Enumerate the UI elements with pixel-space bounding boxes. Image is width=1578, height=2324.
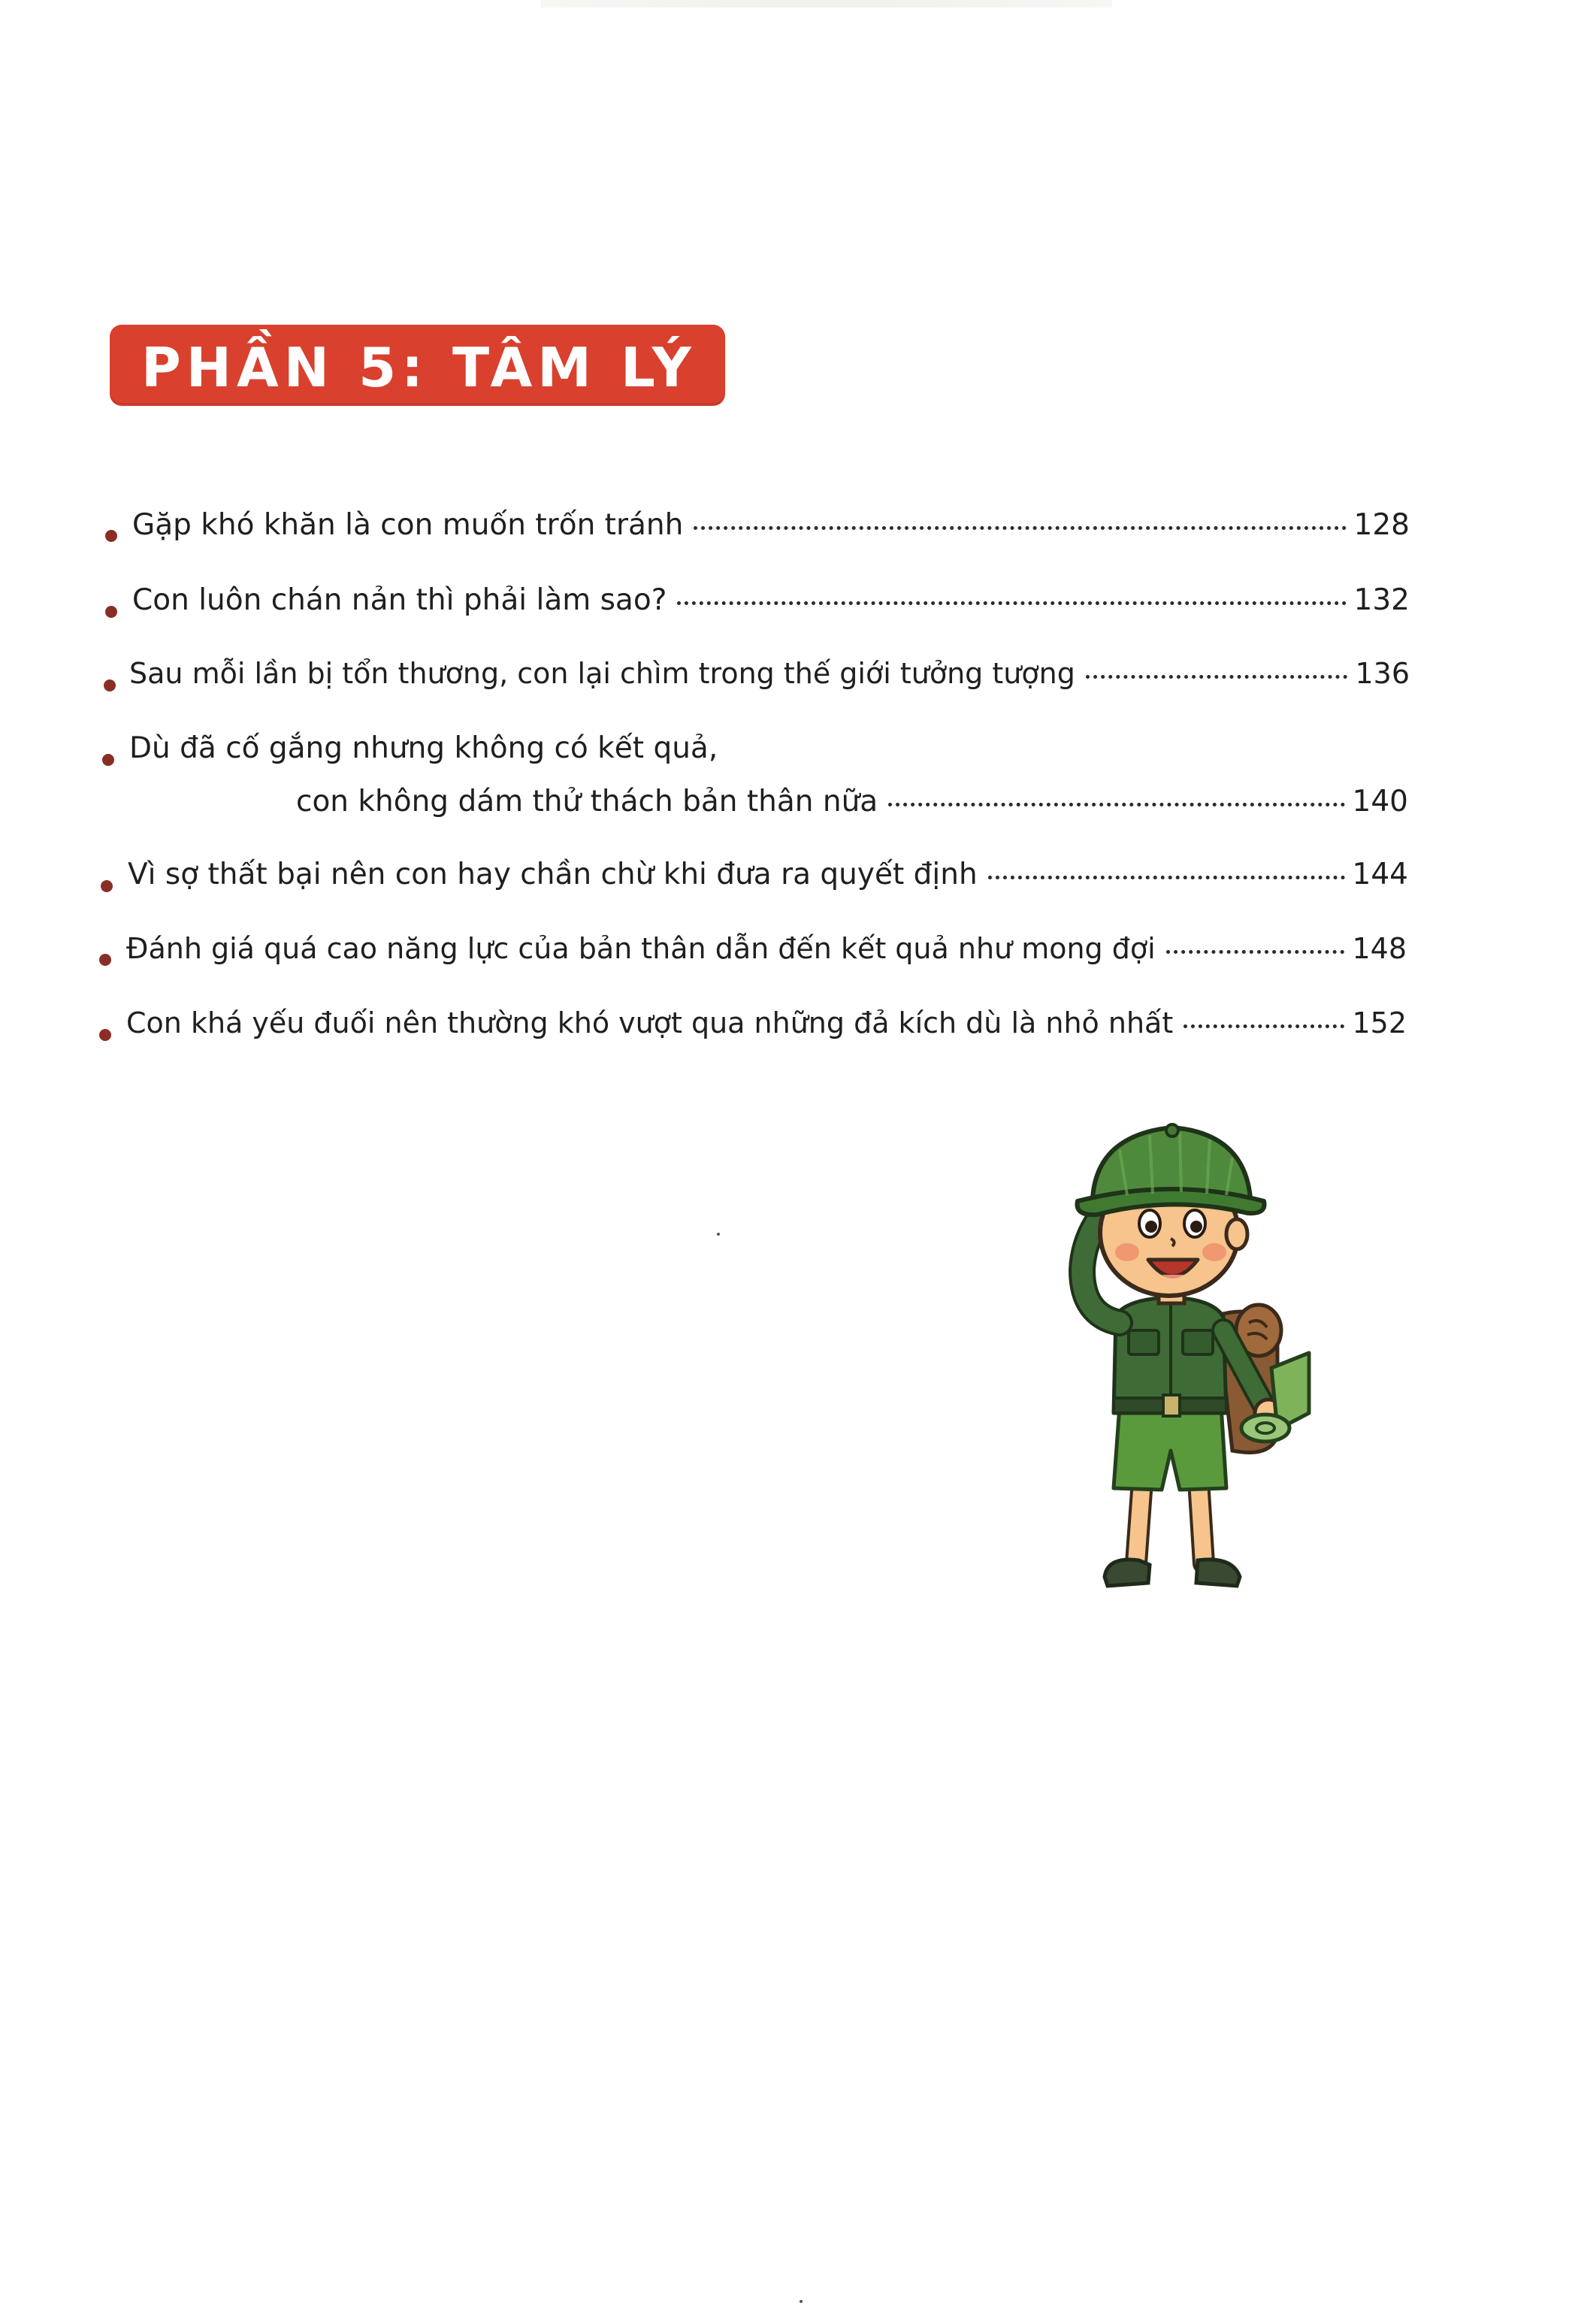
toc-entry[interactable] <box>128 858 1408 891</box>
dot-leader <box>1184 1024 1344 1028</box>
dot-bullet-icon <box>105 606 117 618</box>
dot-leader <box>694 526 1346 530</box>
toc-entry-title: Vì sợ thất bại nên con hay chần chừ khi đưa ra quyết định <box>128 858 978 891</box>
toc-entry[interactable] <box>126 1006 1407 1039</box>
toc-entry-page: 144 <box>1352 858 1408 891</box>
section-header <box>110 325 725 406</box>
scan-speck <box>717 1233 720 1236</box>
safari-hat-icon <box>1078 1124 1265 1215</box>
toc-entry-page: 128 <box>1353 508 1410 542</box>
toc-entry-title: Sau mỗi lần bị tổn thương, con lại chìm trong thế giới tưởng tượng <box>129 657 1075 690</box>
toc-entry[interactable] <box>296 785 1408 819</box>
toc-entry-title: Con luôn chán nản thì phải làm sao? <box>132 583 667 617</box>
dot-leader <box>1166 950 1345 954</box>
dot-leader <box>1086 675 1348 679</box>
section-title: PHẦN 5: TÂM LÝ <box>141 336 697 399</box>
toc-entry[interactable] <box>132 508 1410 542</box>
dot-leader <box>677 601 1346 605</box>
dot-bullet-icon <box>105 530 117 542</box>
toc-entry-page: 132 <box>1353 583 1410 617</box>
dot-bullet-icon <box>99 1029 111 1041</box>
toc-entry-page: 148 <box>1352 932 1407 965</box>
boy-scout-explorer-illustration <box>1029 1105 1345 1601</box>
toc-entry-title: Con khá yếu đuối nên thường khó vượt qua những đả kích dù là nhỏ nhất <box>126 1006 1174 1039</box>
toc-entry-page: 136 <box>1355 657 1410 690</box>
dot-bullet-icon <box>102 754 114 766</box>
toc-entry[interactable] <box>126 932 1407 965</box>
toc-entry-page: 140 <box>1352 785 1408 819</box>
toc-entry[interactable] <box>132 583 1410 617</box>
dot-bullet-icon <box>101 880 113 892</box>
toc-entry-title-line2: con không dám thử thách bản thân nữa <box>296 785 878 819</box>
toc-entry[interactable] <box>129 657 1410 690</box>
toc-entry-page: 152 <box>1352 1006 1407 1039</box>
dot-bullet-icon <box>99 954 111 966</box>
scan-edge-strip <box>541 0 1112 8</box>
toc-entry-title: Đánh giá quá cao năng lực của bản thân dẫn đến kết quả như mong đợi <box>126 932 1156 965</box>
dot-leader <box>988 876 1345 879</box>
toc-entry-title: Gặp khó khăn là con muốn trốn tránh <box>132 508 684 542</box>
dot-bullet-icon <box>104 679 116 691</box>
dot-leader <box>888 803 1344 806</box>
scan-speck <box>800 2300 803 2303</box>
toc-entry-title-line1: Dù đã cố gắng nhưng không có kết quả, <box>129 731 718 765</box>
